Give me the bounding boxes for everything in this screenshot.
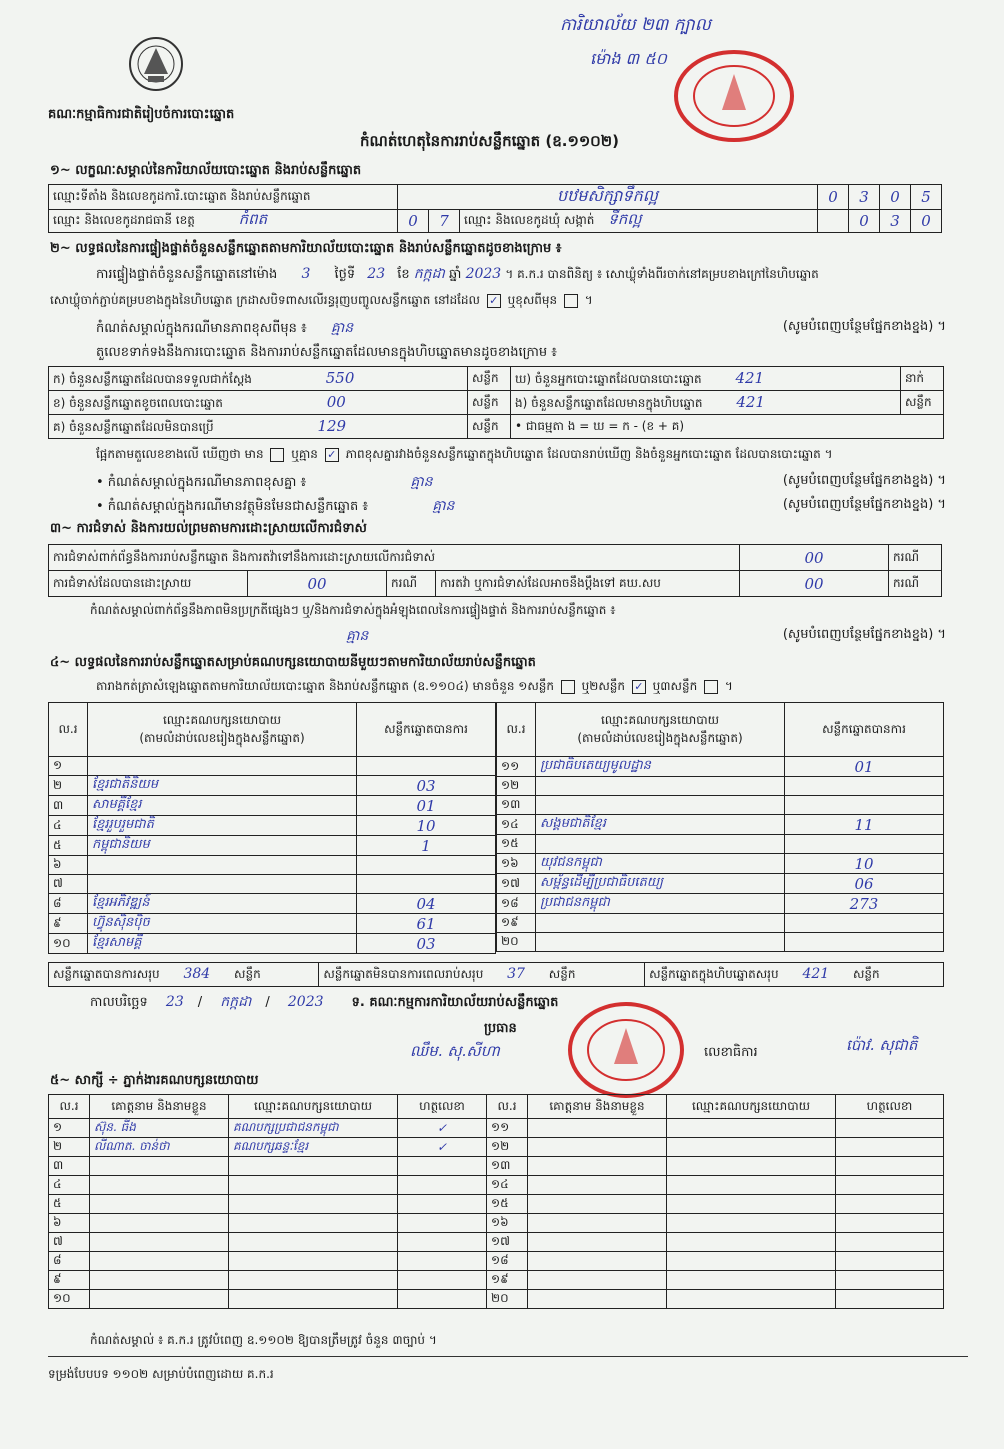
- empty-cell: [836, 1176, 944, 1195]
- table-row: [49, 757, 496, 776]
- section5-heading: ៥~ សាក្សី ÷ ភ្នាក់ងារគណបក្សនយោបាយ: [50, 1073, 259, 1088]
- row-number: ១៣: [497, 796, 536, 815]
- section1-heading: ១~ លក្ខណៈសម្គាល់នៃការិយាល័យបោះឆ្នោត និងរាប់សន្លឹកឆ្នោត: [50, 163, 362, 178]
- row-number: ៥: [49, 836, 88, 856]
- chair-name: ឈឹម. សុ.សីហា: [410, 1042, 500, 1060]
- row-number: ១: [49, 757, 88, 776]
- col-no: ល.រ: [49, 703, 88, 757]
- row-number: ១០: [49, 934, 88, 954]
- table-row: [49, 1119, 944, 1138]
- witness-signature: ✓: [398, 1138, 487, 1157]
- witness-party: [229, 1214, 398, 1233]
- table-row: [49, 776, 496, 796]
- spoiled-unit: សន្លឹក: [468, 391, 511, 415]
- empty-cell: [836, 1157, 944, 1176]
- province-value: កំពត: [238, 210, 268, 228]
- total-invalid-label: សន្លឹកឆ្នោតមិនបានការពេលរាប់សរុប: [323, 966, 484, 981]
- section4-heading: ៤~ លទ្ធផលនៃការរាប់សន្លឹកឆ្នោតសម្រាប់គណបក្សនយោបាយនីមួយៗតាមការិយាល័យរាប់សន្លឹកឆ្នោត: [50, 655, 536, 670]
- witness-name: [90, 1157, 229, 1176]
- row-number: ១៤: [487, 1176, 528, 1195]
- witness-name: [90, 1176, 229, 1195]
- row-number: ២: [49, 1138, 90, 1157]
- witness-name: [90, 1214, 229, 1233]
- party-name: [536, 835, 785, 854]
- col-party: ឈ្មោះគណបក្សនយោបាយ (តាមលំដាប់លេខរៀងក្នុងសន្លឹកឆ្នោត): [536, 703, 785, 757]
- table-row: [49, 1252, 944, 1271]
- formula: • ជាធម្មតា ង = ឃ = ក - (ខ + គ): [511, 415, 944, 439]
- col-no: ល.រ: [49, 1095, 90, 1119]
- top-note-line1: ការិយាល័យ ២៣ ក្បាល: [560, 15, 711, 35]
- party-name: [88, 757, 357, 776]
- empty-cell: [667, 1233, 836, 1252]
- vote-count: [785, 835, 944, 854]
- commune-code-3: 0: [911, 210, 942, 233]
- vote-count: 61: [357, 914, 496, 934]
- voters-label: ឃ) ចំនួនអ្នកបោះឆ្នោតដែលបានបោះឆ្នោត: [515, 371, 702, 386]
- table-row: [49, 796, 496, 816]
- empty-cell: [528, 1157, 667, 1176]
- row-number: ១៨: [487, 1252, 528, 1271]
- row-number: ១៤: [497, 815, 536, 835]
- row-number: ៦: [49, 1214, 90, 1233]
- empty-cell: [836, 1233, 944, 1252]
- col-votes: សន្លឹកឆ្នោតបានការ: [357, 703, 496, 757]
- footnote: កំណត់សម្គាល់ ៖ គ.ក.រ ត្រូវបំពេញ ឧ.១១០២ ឱ្យបានត្រឹមត្រូវ ចំនួន ៣ច្បាប់ ។: [90, 1333, 437, 1347]
- row-number: ២០: [497, 933, 536, 952]
- total-box-value: 421: [802, 965, 830, 982]
- col-no: ល.រ: [487, 1095, 528, 1119]
- location-code-1: 0: [818, 185, 849, 210]
- party-name: សាមគ្គីខ្មែរ: [88, 796, 357, 816]
- complaints-value: 00: [740, 545, 889, 571]
- row-number: ៣: [49, 796, 88, 816]
- party-name: ហ៊្វុនស៊ិនប៉ិច: [88, 914, 357, 934]
- discrepancy-note-value: គ្មាន: [410, 474, 433, 490]
- row-number: ៩: [49, 914, 88, 934]
- table-row: [49, 1138, 944, 1157]
- col-party: ឈ្មោះគណបក្សនយោបាយ: [667, 1095, 836, 1119]
- witness-signature: [398, 1271, 487, 1290]
- witness-name: លីណាត. ចាន់ថា: [90, 1138, 229, 1157]
- irregularity-note: កំណត់សម្គាល់ពាក់ព័ន្ធនឹងភាពមិនប្រក្រតីផ្សេងៗ ឬ/និងការជំទាស់ក្នុងអំឡុងពេលនៃការផ្ទៀងផ្ទាត់ និងការរាប់សន្លឹកឆ្នោត ៖: [90, 603, 616, 617]
- in-box-value: 421: [736, 392, 765, 411]
- col-sign: ហត្ថលេខា: [398, 1095, 487, 1119]
- verification-line2: សោឃ្លុំចាក់ភ្ជាប់គម្របខាងក្នុងនៃហិបឆ្នោត ក្រដាសបិទពាសលើរន្ធរុញបញ្ចូលសន្លឹកឆ្នោត នៅដដែល ✓ ឬខុសពីមុន ។: [50, 293, 593, 307]
- row-number: ១: [49, 1119, 90, 1138]
- vote-count: [785, 777, 944, 796]
- party-name: [536, 777, 785, 796]
- no-discrepancy-checkbox[interactable]: ✓: [325, 448, 339, 462]
- empty-cell: [836, 1214, 944, 1233]
- table-row: [49, 816, 496, 836]
- appeal-unit: ករណី: [889, 571, 942, 597]
- empty-cell: [667, 1214, 836, 1233]
- vote-count: [785, 796, 944, 815]
- three-sheets-checkbox[interactable]: [704, 680, 718, 694]
- figures-intro: តួលេខទាក់ទងនឹងការបោះឆ្នោត និងការរាប់សន្លឹកឆ្នោតដែលមានក្នុងហិបឆ្នោតមានដូចខាងក្រោម ៖: [96, 345, 557, 360]
- row-number: ១២: [497, 777, 536, 796]
- empty-cell: [667, 1138, 836, 1157]
- party-name: សង្គមជាតិខ្មែរ: [536, 815, 785, 835]
- table-row: [497, 854, 944, 874]
- table-row: [49, 1233, 944, 1252]
- empty-cell: [528, 1119, 667, 1138]
- unused-unit: សន្លឹក: [468, 415, 511, 439]
- empty-cell: [528, 1195, 667, 1214]
- row-number: ៤: [49, 1176, 90, 1195]
- discrepancy-note: • កំណត់សម្គាល់ក្នុងករណីមានភាពខុសគ្នា ៖ គ្មាន (សូមបំពេញបន្ថែមផ្នែកខាងខ្នង) ។: [96, 473, 946, 490]
- section2-heading: ២~ លទ្ធផលនៃការផ្ទៀងផ្ទាត់ចំនួនសន្លឹកឆ្នោតតាមការិយាល័យបោះឆ្នោត និងរាប់សន្លឹកឆ្នោតដូចខាងក្រោម ៖: [50, 241, 562, 256]
- row-number: ១៧: [497, 874, 536, 894]
- row-number: ១១: [487, 1119, 528, 1138]
- total-invalid-value: 37: [507, 965, 525, 982]
- col-name: គោត្តនាម និងនាមខ្លួន: [528, 1095, 667, 1119]
- party-name: ប្រជាធិបតេយ្យមូលដ្ឋាន: [536, 757, 785, 777]
- location-code-4: 5: [911, 185, 942, 210]
- witness-signature: [398, 1252, 487, 1271]
- voters-unit: នាក់: [901, 367, 944, 391]
- table-row: [49, 1290, 944, 1309]
- vote-count: [357, 757, 496, 776]
- col-name: គោត្តនាម និងនាមខ្លួន: [90, 1095, 229, 1119]
- empty-cell: [836, 1119, 944, 1138]
- vote-count: 10: [785, 854, 944, 874]
- total-box-label: សន្លឹកឆ្នោតក្នុងហិបឆ្នោតសរុប: [649, 966, 779, 981]
- secretary-name: ប៉ោវ. សុជាតិ: [846, 1036, 918, 1054]
- party-name: ប្រជាជនកម្ពុជា: [536, 894, 785, 914]
- received-label: ក) ចំនួនសន្លឹកឆ្នោតដែលបានទទួលជាក់ស្តែង: [53, 371, 252, 386]
- spoiled-value: 00: [326, 392, 346, 411]
- tally-sheet-count: តារាងកត់ត្រាសំឡេងឆ្នោតតាមការិយាល័យបោះឆ្នោត និងរាប់សន្លឹកឆ្នោត (ឧ.១១០៤) មានចំនួន ១សន្លឹក ឬ២សន្លឹក ✓ ឬ៣សន្លឹក ។: [96, 679, 733, 693]
- foreign-object-note-value: គ្មាន: [432, 498, 455, 514]
- row-number: ១១: [497, 757, 536, 777]
- row-number: ១៦: [487, 1214, 528, 1233]
- col-no: ល.រ: [497, 703, 536, 757]
- party-name: ខ្មែរអភិវឌ្ឍន៍: [88, 894, 357, 914]
- two-sheets-checkbox[interactable]: ✓: [632, 680, 646, 694]
- witness-name: [90, 1271, 229, 1290]
- col-votes: សន្លឹកឆ្នោតបានការ: [785, 703, 944, 757]
- witness-party: [229, 1157, 398, 1176]
- difference-note-value: គ្មាន: [330, 320, 354, 336]
- table-row: [49, 914, 496, 934]
- table-row: [497, 894, 944, 914]
- row-number: ៩: [49, 1271, 90, 1290]
- witness-party: [229, 1176, 398, 1195]
- complaints-unit: ករណី: [889, 545, 942, 571]
- table-row: [49, 856, 496, 875]
- appeal-label: ការតវ៉ា ឬការជំទាស់ដែលអាចនឹងប្តឹងទៅ គឃ.សប: [436, 571, 740, 597]
- witness-table: [48, 1094, 944, 1309]
- empty-cell: [528, 1214, 667, 1233]
- complaints-label: ការជំទាស់ពាក់ព័ន្ធនឹងការរាប់សន្លឹកឆ្នោត និងការតវ៉ាទៅនឹងការដោះស្រាយលើការជំទាស់: [49, 545, 740, 571]
- table-row: [497, 914, 944, 933]
- location-code-2: 3: [849, 185, 880, 210]
- discrepancy-check: ផ្អែកតាមតួលេខខាងលើ ឃើញថា មាន ឬគ្មាន ✓ ភាពខុសគ្នារវាងចំនួនសន្លឹកឆ្នោតក្នុងហិបឆ្នោត ដែលបានរាប់ឃើញ និងចំនួនអ្នកបោះឆ្នោត ដែលបានបោះឆ្នោត ។: [96, 447, 833, 461]
- empty-cell: [836, 1271, 944, 1290]
- table-row: [497, 757, 944, 777]
- witness-signature: ✓: [398, 1119, 487, 1138]
- row-number: ២: [49, 776, 88, 796]
- row-number: ១៦: [497, 854, 536, 874]
- table-row: [49, 934, 496, 954]
- row-number: ៣: [49, 1157, 90, 1176]
- total-valid-label: សន្លឹកឆ្នោតបានការសរុប: [53, 966, 160, 981]
- col-sign: ហត្ថលេខា: [836, 1095, 944, 1119]
- witness-signature: [398, 1157, 487, 1176]
- empty-cell: [667, 1119, 836, 1138]
- witness-party: [229, 1290, 398, 1309]
- province-code-2: 7: [429, 210, 460, 233]
- section1-table: [48, 184, 942, 233]
- party-name: យុវជនកម្ពុជា: [536, 854, 785, 874]
- table-row: [49, 894, 496, 914]
- signing-date: កាលបរិច្ឆេទ 23 / កក្កដា / 2023 ទ. គណៈកម្មការការិយាល័យរាប់សន្លឹកឆ្នោត: [90, 994, 559, 1010]
- empty-cell: [836, 1290, 944, 1309]
- witness-party: គណបក្សឆន្ទៈខ្មែរ: [229, 1138, 398, 1157]
- date-month: កក្កដា: [220, 994, 252, 1010]
- row-number: ២០: [487, 1290, 528, 1309]
- party-name: ខ្មែររួបរួមជាតិ: [88, 816, 357, 836]
- table-row: [49, 1176, 944, 1195]
- vote-count: 06: [785, 874, 944, 894]
- org-name: គណៈកម្មាធិការជាតិរៀបចំការបោះឆ្នោត: [48, 107, 235, 122]
- official-seal-bottom: [566, 1000, 686, 1100]
- same-checkbox[interactable]: ✓: [487, 294, 501, 308]
- witness-signature: [398, 1290, 487, 1309]
- committee-label: ទ. គណៈកម្មការការិយាល័យរាប់សន្លឹកឆ្នោត: [351, 995, 559, 1010]
- vote-count: 01: [785, 757, 944, 777]
- received-unit: សន្លឹក: [468, 367, 511, 391]
- empty-cell: [836, 1138, 944, 1157]
- commune-code-2: 3: [880, 210, 911, 233]
- party-name: [536, 914, 785, 933]
- table-row: [49, 836, 496, 856]
- location-value: បឋមសិក្សាទឹកល្អ: [398, 185, 818, 210]
- province-label: ឈ្មោះ និងលេខកូដរាជធានី ខេត្ត កំពត: [49, 210, 398, 233]
- vote-count: 04: [357, 894, 496, 914]
- irregularity-note-value: គ្មាន: [346, 628, 369, 644]
- date-day: 23: [165, 994, 184, 1010]
- chair-label: ប្រធាន: [484, 1021, 517, 1036]
- province-code-1: 0: [398, 210, 429, 233]
- vote-count: 03: [357, 776, 496, 796]
- col-party: ឈ្មោះគណបក្សនយោបាយ: [229, 1095, 398, 1119]
- month-value: កក្កដា: [413, 266, 445, 282]
- commune-value: ទឹកល្អ: [608, 210, 642, 228]
- table-row: [49, 1214, 944, 1233]
- form-footer: ទម្រង់បែបបទ ១១០២ សម្រាប់បំពេញដោយ គ.ក.រ: [48, 1367, 274, 1381]
- voters-value: 421: [735, 368, 765, 387]
- witness-name: [90, 1290, 229, 1309]
- figures-table: [48, 366, 944, 439]
- party-name: កម្ពុជានិយម: [88, 836, 357, 856]
- empty-cell: [667, 1157, 836, 1176]
- empty-cell: [528, 1176, 667, 1195]
- page-title: កំណត់ហេតុនៃការរាប់សន្លឹកឆ្នោត (ឧ.១១០២): [360, 132, 620, 150]
- witness-signature: [398, 1214, 487, 1233]
- empty-cell: [667, 1195, 836, 1214]
- witness-name: [90, 1233, 229, 1252]
- vote-count: [357, 875, 496, 894]
- table-row: [49, 1271, 944, 1290]
- row-number: ១៩: [487, 1271, 528, 1290]
- table-row: [497, 835, 944, 854]
- spoiled-label: ខ) ចំនួនសន្លឹកឆ្នោតខូចពេលបោះឆ្នោត: [53, 395, 223, 410]
- row-number: ៤: [49, 816, 88, 836]
- official-seal-top: [672, 48, 796, 144]
- row-number: ៧: [49, 1233, 90, 1252]
- empty-cell: [667, 1290, 836, 1309]
- row-number: ១៧: [487, 1233, 528, 1252]
- row-number: ១៩: [497, 914, 536, 933]
- party-name: [88, 875, 357, 894]
- results-table-left: [48, 702, 496, 954]
- commune-label: ឈ្មោះ និងលេខកូដឃុំ សង្កាត់ ទឹកល្អ: [460, 210, 818, 233]
- party-name: ខ្មែរជាតិនិយម: [88, 776, 357, 796]
- row-number: ១៥: [497, 835, 536, 854]
- row-number: ៨: [49, 894, 88, 914]
- table-row: [497, 777, 944, 796]
- foreign-object-note: • កំណត់សម្គាល់ក្នុងករណីមានវត្ថុមិនមែនជាសន្លឹកឆ្នោត ៖ គ្មាន (សូមបំពេញបន្ថែមផ្នែកខាងខ្នង) ។: [96, 497, 946, 514]
- appeal-value: 00: [740, 571, 889, 597]
- table-row: [497, 874, 944, 894]
- table-row: [49, 875, 496, 894]
- col-party: ឈ្មោះគណបក្សនយោបាយ (តាមលំដាប់លេខរៀងក្នុងសន្លឹកឆ្នោត): [88, 703, 357, 757]
- difference-note: កំណត់សម្គាល់ក្នុងករណីមានភាពខុសពីមុន ៖ គ្មាន (សូមបំពេញបន្ថែមផ្នែកខាងខ្នង) ។: [96, 319, 946, 336]
- witness-name: [90, 1252, 229, 1271]
- empty-cell: [528, 1138, 667, 1157]
- vote-count: 11: [785, 815, 944, 835]
- row-number: ៧: [49, 875, 88, 894]
- unused-value: 129: [317, 416, 347, 435]
- vote-count: 10: [357, 816, 496, 836]
- party-name: ខ្មែរសាមគ្គី: [88, 934, 357, 954]
- empty-cell: [528, 1271, 667, 1290]
- vote-count: [785, 933, 944, 952]
- vote-count: 01: [357, 796, 496, 816]
- table-row: [497, 815, 944, 835]
- row-number: ៥: [49, 1195, 90, 1214]
- row-number: ១០: [49, 1290, 90, 1309]
- complaints-table: [48, 544, 942, 597]
- resolved-value: 00: [248, 571, 387, 597]
- witness-signature: [398, 1195, 487, 1214]
- table-row: [497, 796, 944, 815]
- vote-count: [357, 856, 496, 875]
- in-box-unit: សន្លឹក: [901, 391, 944, 415]
- witness-party: [229, 1195, 398, 1214]
- commune-code-1: 0: [849, 210, 880, 233]
- verification-line1: ការផ្ទៀងផ្ទាត់ចំនួនសន្លឹកឆ្នោតនៅម៉ោង 3 ថ្ងៃទី 23 ខែ កក្កដា ឆ្នាំ 2023 ។ គ.ក.រ បានពិនិត្យ ៖ សោឃ្លុំទាំងពីរចាក់នៅគម្របខាងក្រៅនៃហិបឆ្នោត: [96, 266, 819, 282]
- time-value: 3: [301, 266, 311, 282]
- day-value: 23: [367, 266, 386, 282]
- party-name: [536, 796, 785, 815]
- date-year: 2023: [287, 994, 324, 1010]
- empty-cell: [528, 1252, 667, 1271]
- secretary-label: លេខាធិការ: [704, 1045, 758, 1060]
- location-code-3: 0: [880, 185, 911, 210]
- vote-count: 273: [785, 894, 944, 914]
- party-name: [88, 856, 357, 875]
- table-row: [49, 1157, 944, 1176]
- footer-divider: [48, 1356, 968, 1357]
- empty-cell: [667, 1252, 836, 1271]
- row-number: ១២: [487, 1138, 528, 1157]
- table-row: [497, 933, 944, 952]
- total-valid-value: 384: [183, 965, 211, 982]
- witness-party: គណបក្សប្រជាជនកម្ពុជា: [229, 1119, 398, 1138]
- row-number: ៦: [49, 856, 88, 875]
- national-emblem-icon: [128, 36, 184, 92]
- irregularity-note-line: គ្មាន (សូមបំពេញបន្ថែមផ្នែកខាងខ្នង) ។: [346, 627, 946, 644]
- empty-cell: [667, 1271, 836, 1290]
- empty-cell: [528, 1290, 667, 1309]
- results-table-right: [496, 702, 944, 952]
- vote-count: 03: [357, 934, 496, 954]
- row-number: ១៨: [497, 894, 536, 914]
- witness-party: [229, 1233, 398, 1252]
- section3-heading: ៣~ ការជំទាស់ និងការយល់ព្រមតាមការដោះស្រាយលើការជំទាស់: [50, 521, 367, 536]
- in-box-label: ង) ចំនួនសន្លឹកឆ្នោតដែលមានក្នុងហិបឆ្នោត: [515, 395, 703, 410]
- location-label: ឈ្មោះទីតាំង និងលេខកូដការិ.បោះឆ្នោត និងរាប់សន្លឹកឆ្នោត: [49, 185, 398, 210]
- unused-label: គ) ចំនួនសន្លឹកឆ្នោតដែលមិនបានប្រើ: [53, 419, 214, 434]
- row-number: ១៣: [487, 1157, 528, 1176]
- witness-signature: [398, 1233, 487, 1252]
- top-note-line2: ម៉ោង ៣ ៥០: [590, 49, 667, 68]
- totals-table: សន្លឹកឆ្នោតបានការសរុប 384 សន្លឹក សន្លឹកឆ្នោតមិនបានការពេលរាប់សរុប 37 សន្លឹក សន្លឹកឆ្នោតក្នុងហិបឆ្នោតសរុប 421 សន្លឹក: [48, 962, 944, 987]
- party-name: សម្ព័ន្ធដើម្បីប្រជាធិបតេយ្យ: [536, 874, 785, 894]
- received-value: 550: [325, 368, 355, 387]
- vote-count: 1: [357, 836, 496, 856]
- one-sheet-checkbox[interactable]: [561, 680, 575, 694]
- witness-signature: [398, 1176, 487, 1195]
- empty-cell: [528, 1233, 667, 1252]
- empty-cell: [836, 1195, 944, 1214]
- resolved-unit: ករណី: [387, 571, 436, 597]
- party-name: [536, 933, 785, 952]
- witness-party: [229, 1271, 398, 1290]
- vote-count: [785, 914, 944, 933]
- witness-party: [229, 1252, 398, 1271]
- table-row: [49, 1195, 944, 1214]
- row-number: ៨: [49, 1252, 90, 1271]
- has-discrepancy-checkbox[interactable]: [270, 448, 284, 462]
- year-value: 2023: [465, 266, 502, 282]
- different-checkbox[interactable]: [564, 294, 578, 308]
- row-number: ១៥: [487, 1195, 528, 1214]
- witness-name: [90, 1195, 229, 1214]
- empty-cell: [836, 1252, 944, 1271]
- empty-cell: [667, 1176, 836, 1195]
- resolved-label: ការជំទាស់ដែលបានដោះស្រាយ: [49, 571, 248, 597]
- witness-name: ស៊ុន. ធីង: [90, 1119, 229, 1138]
